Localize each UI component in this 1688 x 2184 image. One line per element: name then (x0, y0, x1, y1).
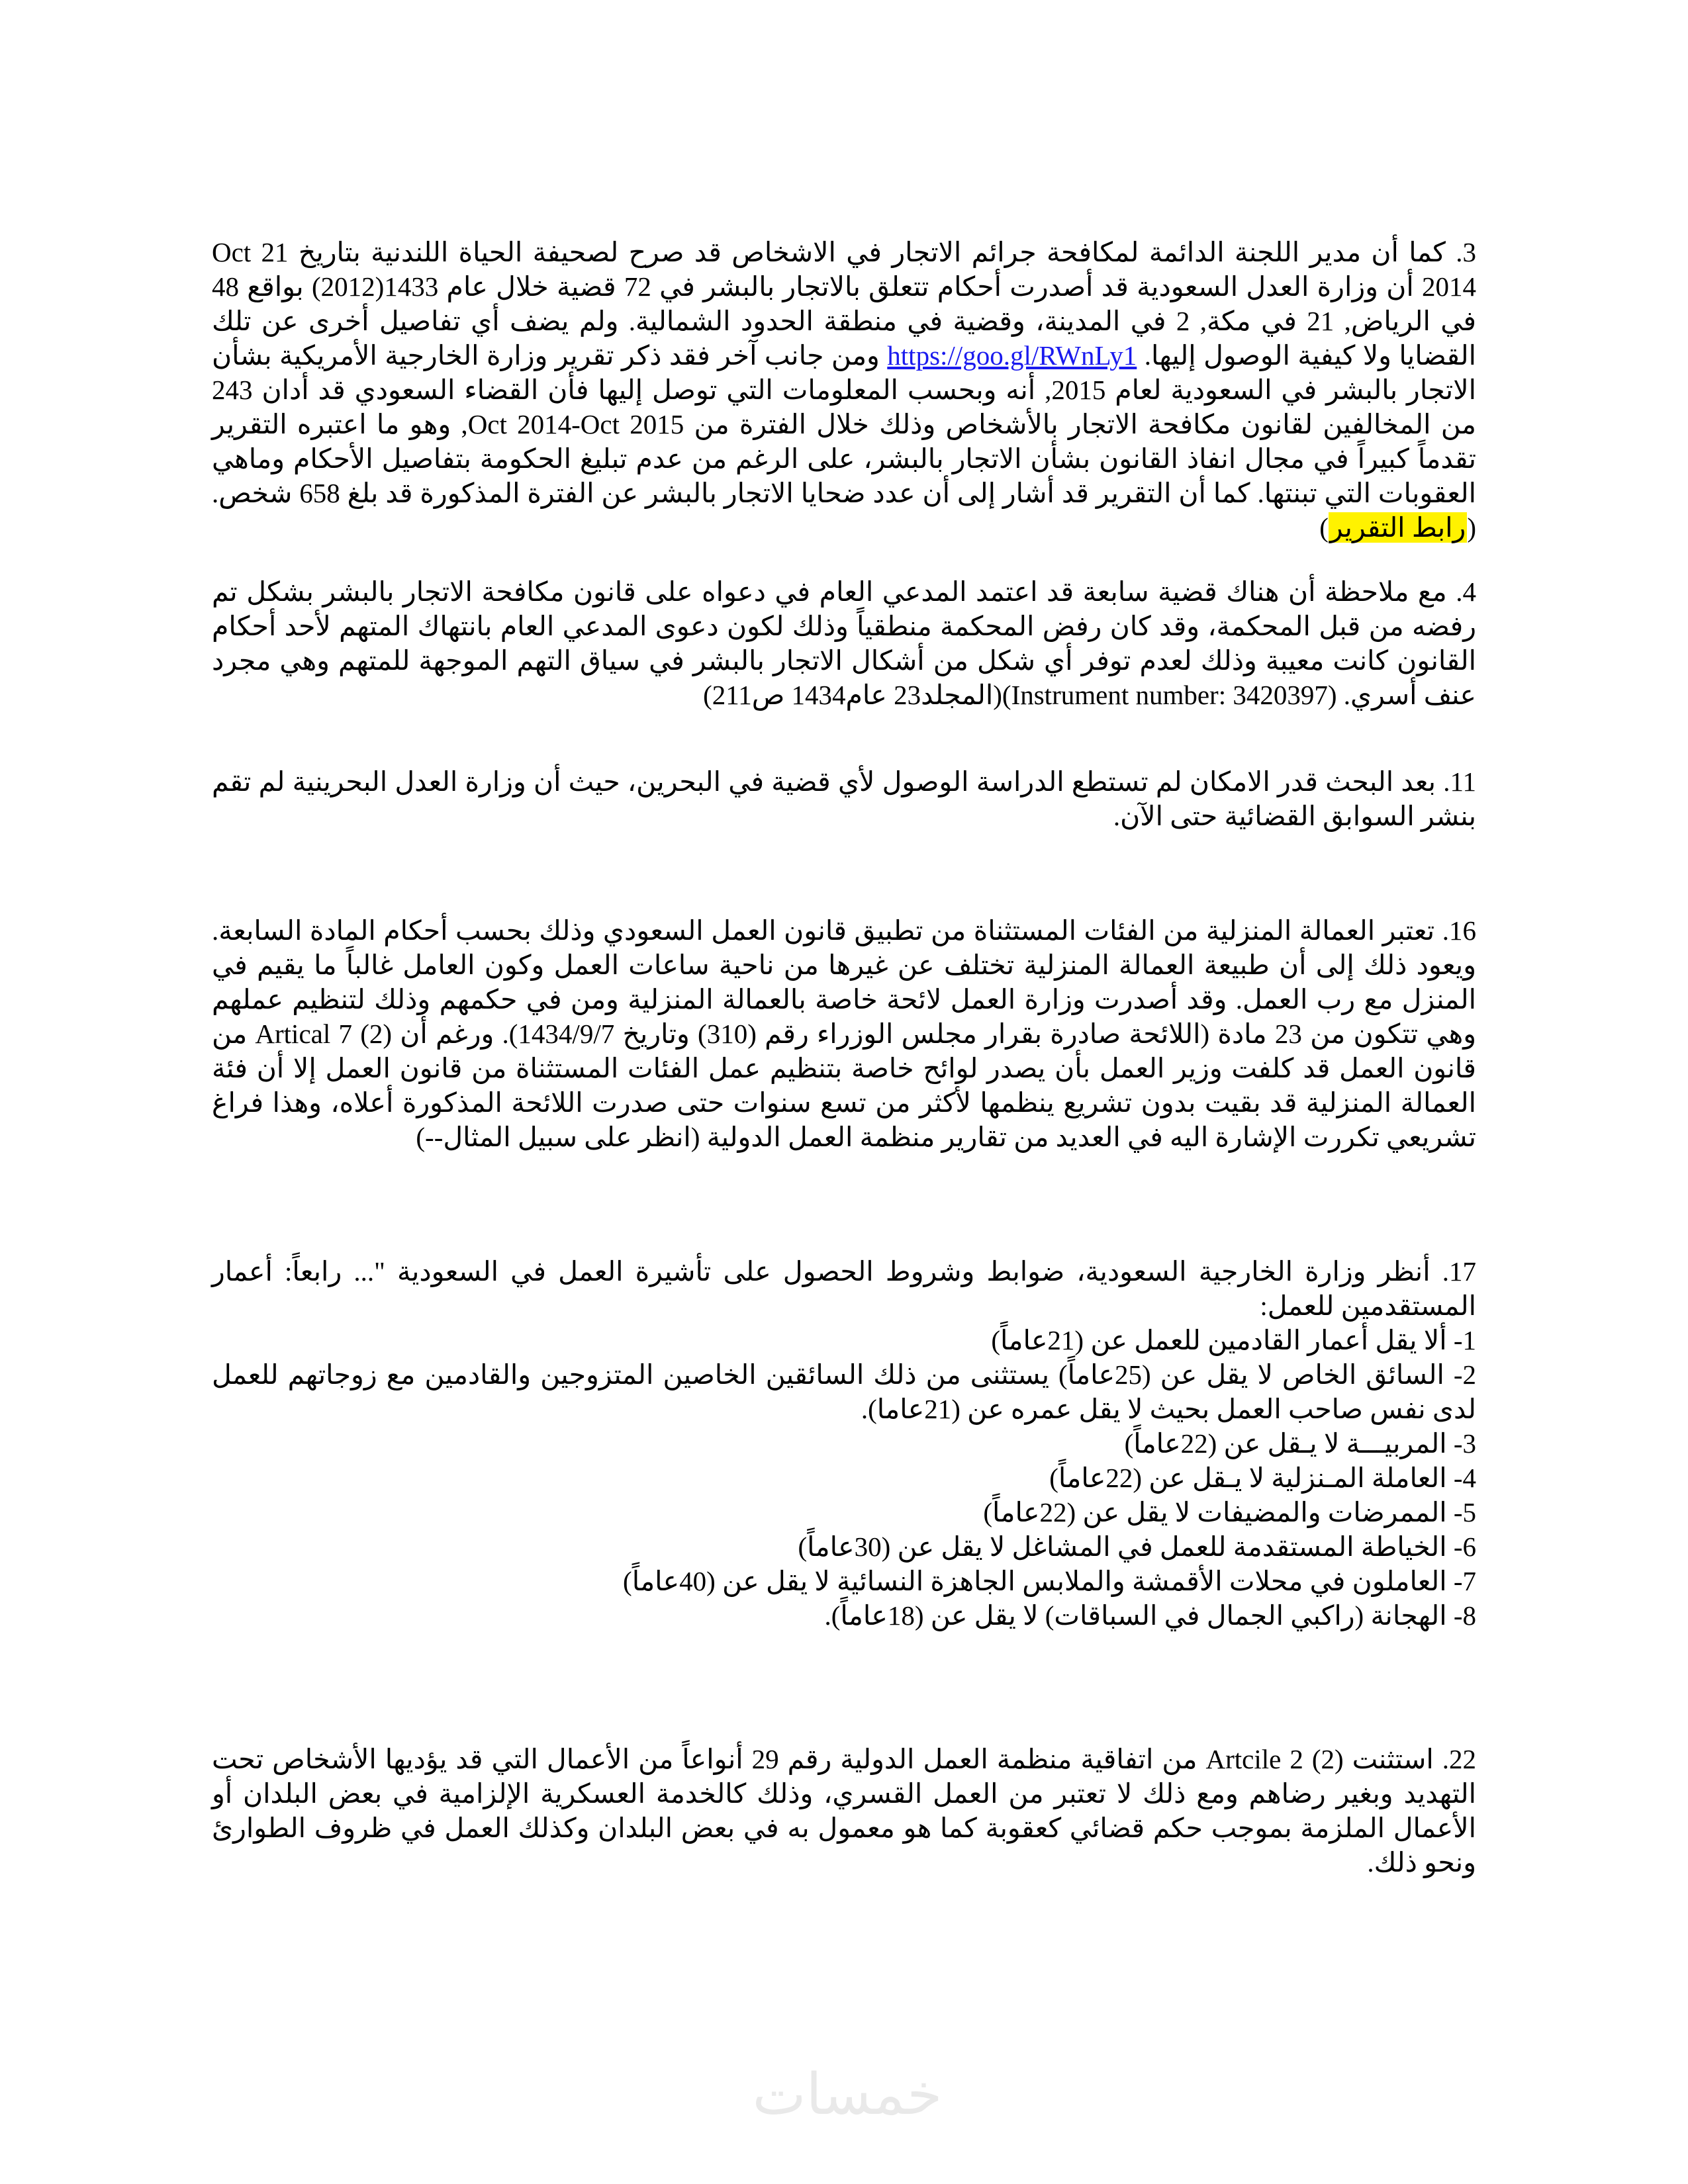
age-list-item: 1- ألا يقل أعمار القادمين للعمل عن (21عاماً) (991, 1325, 1476, 1355)
footnote-4-text: 4. مع ملاحظة أن هناك قضية سابعة قد اعتمد المدعي العام في دعواه على قانون مكافحة الاتجار بالبشر بشكل تم رفضه من قبل المحكمة، وقد كان رفض المحكمة منطقياً وذلك لكون دعوى المدعي العام بانتهاك المتهم لأحد أحكام القانون كانت معيبة وذلك لعدم توفر أي شكل من أشكال الاتجار بالبشر في سياق التهم الموجهة للمتهم وهي مجرد عنف أسري. (Instrument number: 3420397)(المجلد23 عام1434 ص211) (212, 576, 1476, 710)
age-list-item: 2- السائق الخاص لا يقل عن (25عاماً) يستثنى من ذلك السائقين الخاصين المتزوجين والقادمين مع زوجاتهم للعمل لدى نفس صاحب العمل بحيث لا يقل عمره عن (21عاما). (212, 1359, 1476, 1424)
watermark-logo: خمسات (752, 2062, 943, 2128)
age-list-item: 8- الهجانة (راكبي الجمال في السباقات) لا يقل عن (18عاماً). (824, 1600, 1476, 1631)
footnote-22-text: 22. استثنت (2) Artcile 2 من اتفاقية منظمة العمل الدولية رقم 29 أنواعاً من الأعمال التي قد يؤديها الأشخاص تحت التهديد وبغير رضاهم ومع ذلك لا تعتبر من العمل القسري، وذلك كالخدمة العسكرية الإلزامية في بعض البلدان أو الأعمال الملزمة بموجب حكم قضائي كعقوبة كما هو معمول به في بعض البلدان وكذلك العمل في ظروف الطوارئ ونحو ذلك. (212, 1744, 1477, 1878)
age-list-item: 4- العاملة المـنزلية لا يـقل عن (22عاماً) (1049, 1463, 1476, 1493)
footnote-11-text: 11. بعد البحث قدر الامكان لم تستطع الدراسة الوصول لأي قضية في البحرين، حيث أن وزارة العدل البحرينية لم تقم بنشر السوابق القضائية حتى الآن. (212, 766, 1476, 831)
age-list-item: 3- المربيـــة لا يـقل عن (22عاماً) (1124, 1428, 1476, 1459)
footnote-16 (212, 913, 1476, 1154)
footnote-3-body: 3. كما أن مدير اللجنة الدائمة لمكافحة جرائم الاتجار في الاشخاص قد صرح لصحيفة الحياة اللندنية بتاريخ 21 Oct 2014 أن وزارة العدل السعودية قد أصدرت أحكام تتعلق بالاتجار بالبشر في 72 قضية خلال عام 1433(2012) بواقع 48 في الرياض, 21 في مكة, 2 في المدينة، وقضية في منطقة الحدود الشمالية. ولم يضف أي تفاصيل أخرى عن تلك القضايا ولا كيفية الوصول إليها. (212, 237, 1477, 371)
report-link-highlight[interactable]: رابط التقرير (1329, 512, 1466, 543)
footnote-3-close: ) (1319, 512, 1329, 543)
footnote-16-text: 16. تعتبر العمالة المنزلية من الفئات المستثناة من تطبيق قانون العمل السعودي وذلك بحسب أحكام المادة السابعة. ويعود ذلك إلى أن طبيعة العمالة المنزلية تختلف عن غيرها من ناحية ساعات العمل وكون العامل غالباً ما يقيم في المنزل مع رب العمل. وقد أصدرت وزارة العمل لائحة خاصة بالعمالة المنزلية ومن في حكمهم وذلك لتنظيم عملهم وهي تتكون من 23 مادة (اللائحة صادرة بقرار مجلس الوزراء رقم (310) وتاريخ 1434/9/7). ورغم أن (2) Artical 7 من قانون العمل قد كلفت وزير العمل بأن يصدر لوائح خاصة بتنظيم عمل الفئات المستثناة من قانون العمل إلا أن فئة العمالة المنزلية قد بقيت بدون تشريع ينظمها لأكثر من تسع سنوات حتى صدرت اللائحة المذكورة أعلاه، وهذا فراغ تشريعي تكررت الإشارة اليه في العديد من تقارير منظمة العمل الدولية (انظر على سبيل المثال--) (212, 915, 1477, 1152)
footnote-17 (212, 1254, 1476, 1633)
age-list-item: 5- الممرضات والمضيفات لا يقل عن (22عاماً) (983, 1497, 1476, 1527)
footnote-11 (212, 764, 1476, 833)
footnote-17-intro: 17. أنظر وزارة الخارجية السعودية، ضوابط وشروط الحصول على تأشيرة العمل في السعودية "... رابعاً: أعمار المستقدمين للعمل: (212, 1256, 1476, 1321)
footnote-22 (212, 1742, 1476, 1880)
footnote-3 (212, 235, 1476, 545)
age-list-item: 7- العاملون في محلات الأقمشة والملابس الجاهزة النسائية لا يقل عن (40عاماً) (623, 1566, 1476, 1596)
footnote-4 (212, 574, 1476, 712)
footnote-3-body-cont: ومن جانب آخر فقد ذكر تقرير وزارة الخارجية الأمريكية بشأن الاتجار بالبشر في السعودية لعام 2015, أنه وبحسب المعلومات التي توصل إليها فأن القضاء السعودي قد أدان 243 من المخالفين لقانون مكافحة الاتجار بالأشخاص وذلك خلال الفترة من Oct 2014-Oct 2015, وهو ما اعتبره التقرير تقدماً كبيراً في مجال انفاذ القانون بشأن الاتجار بالبشر، على الرغم من عدم تبليغ الحكومة بتفاصيل الأحكام وماهي العقوبات التي تبنتها. كما أن التقرير قد أشار إلى أن عدد ضحايا الاتجار بالبشر عن الفترة المذكورة قد بلغ 658 شخص. ( (212, 340, 1476, 543)
footnote-3-text (212, 235, 1476, 545)
age-list-item: 6- الخياطة المستقدمة للعمل في المشاغل لا يقل عن (30عاماً) (798, 1531, 1476, 1562)
report-link[interactable]: https://goo.gl/RWnLy1 (887, 340, 1137, 371)
